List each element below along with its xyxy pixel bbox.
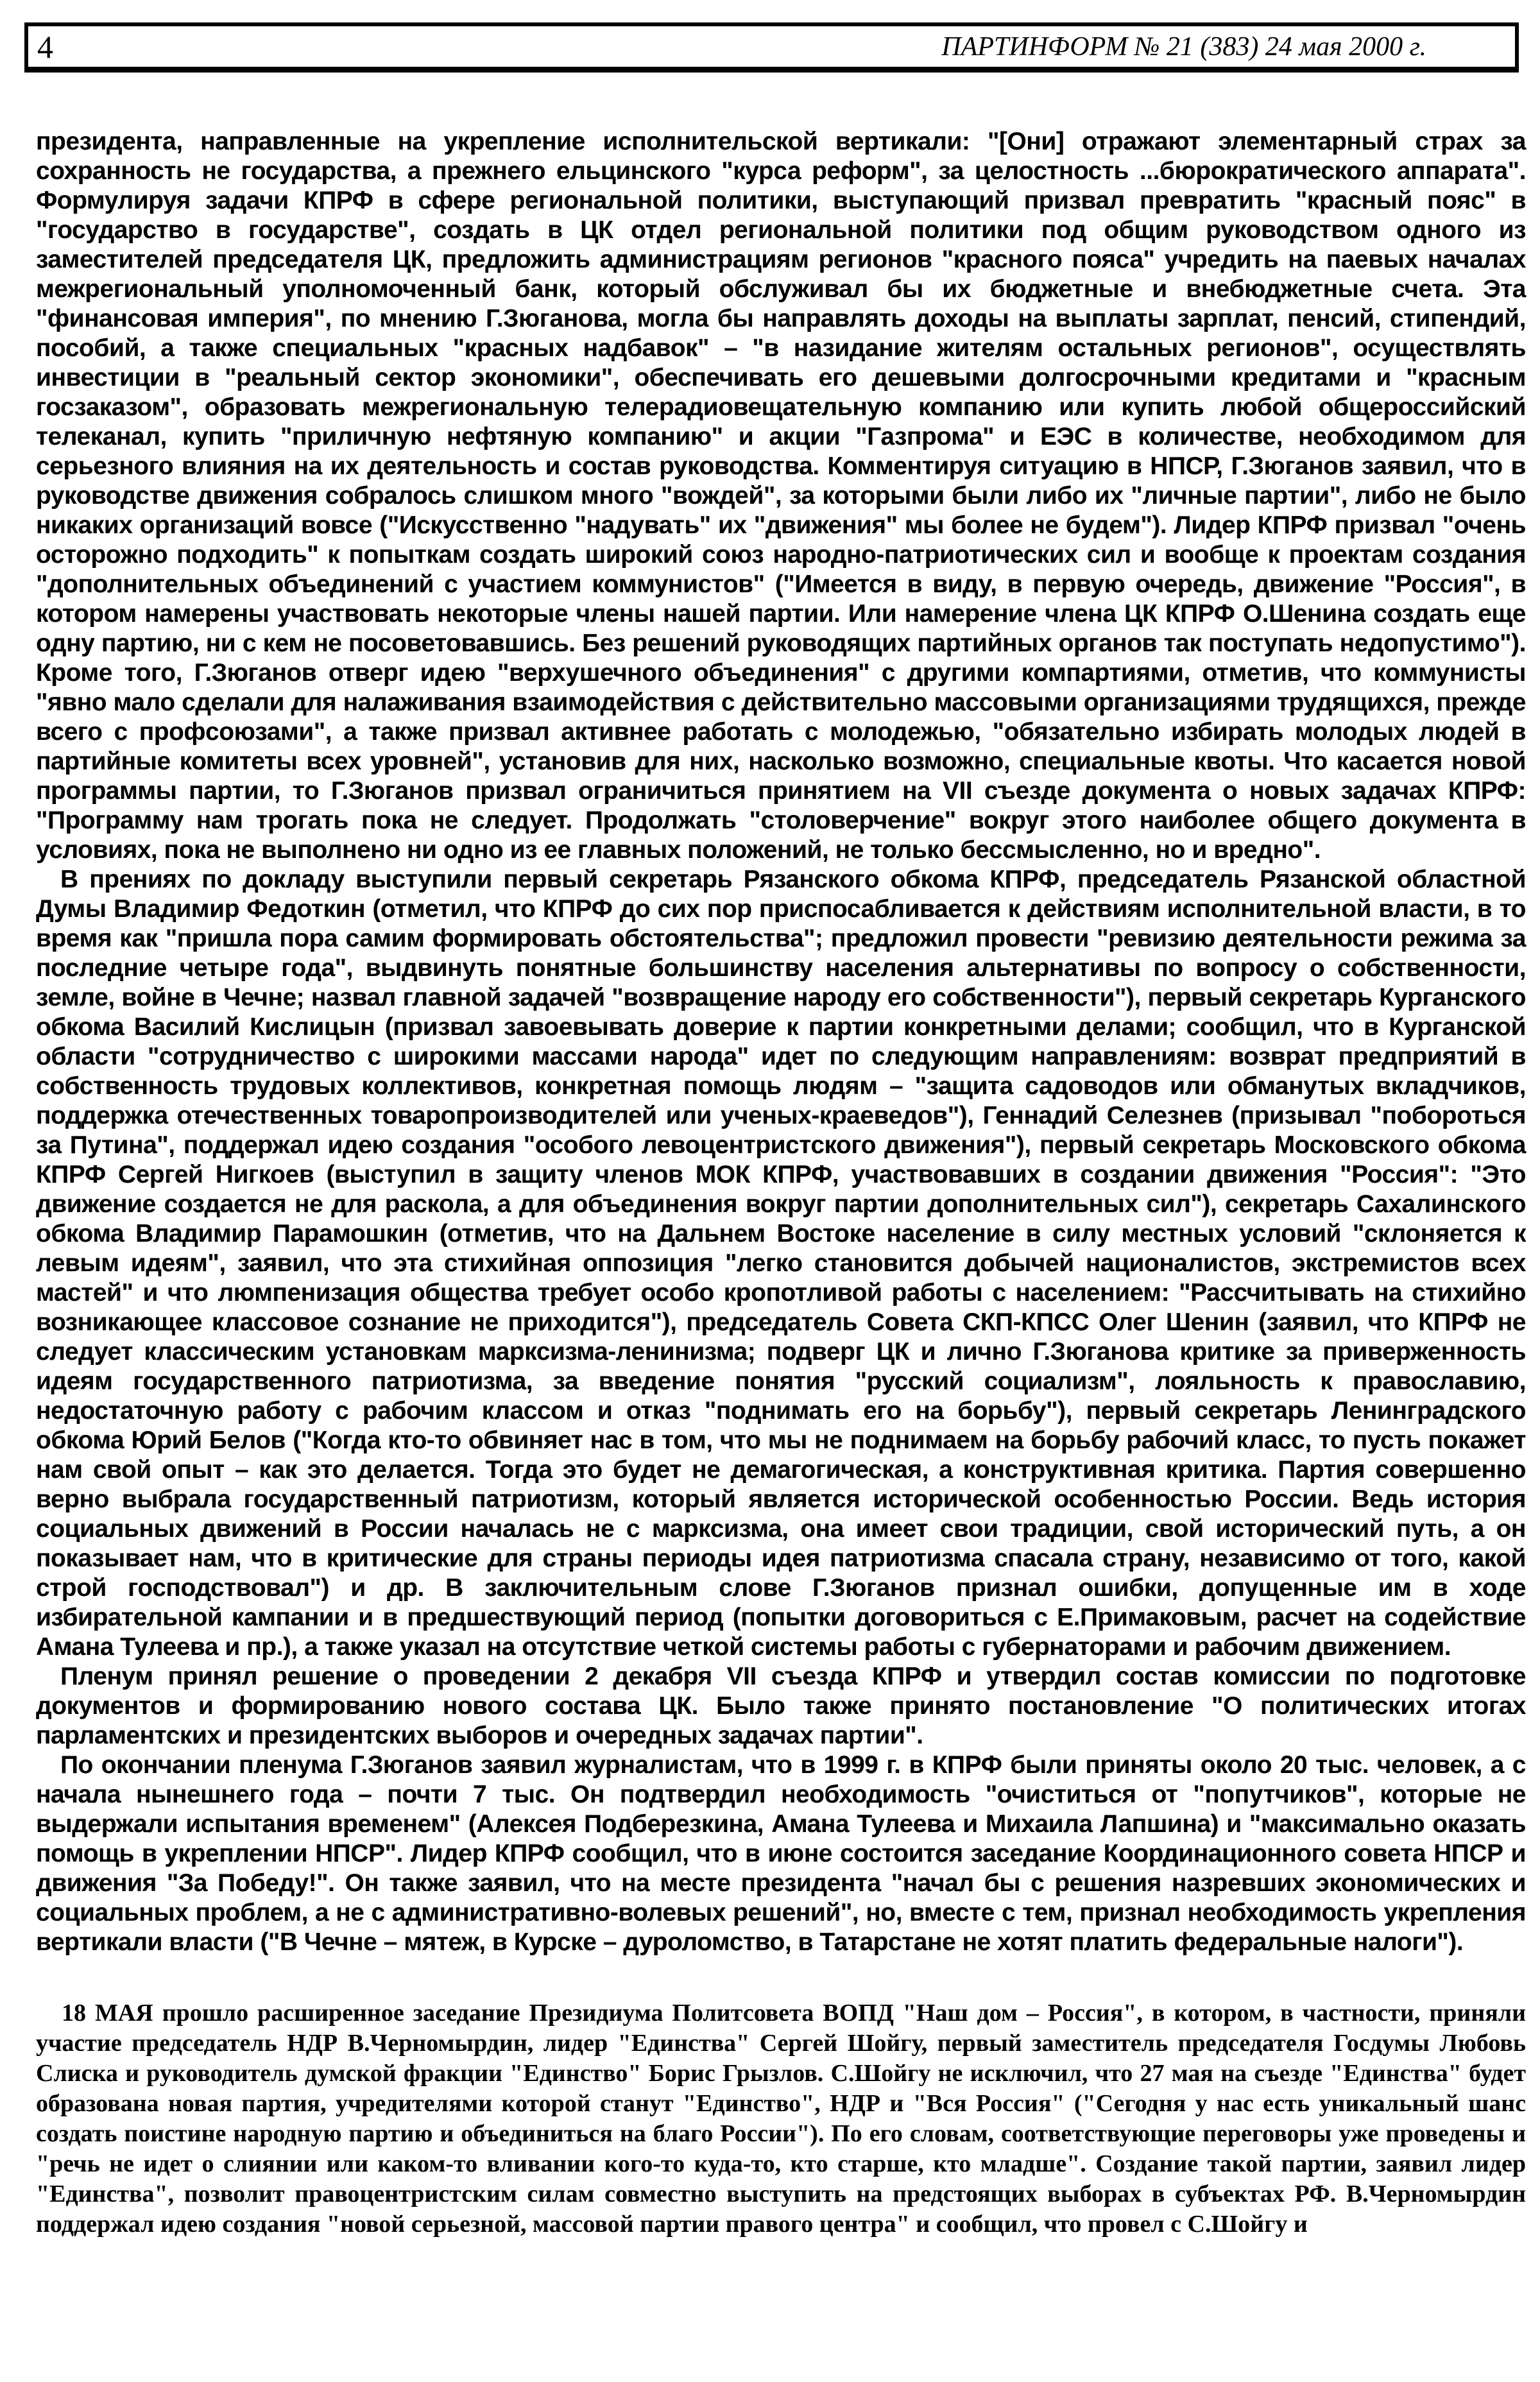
ndr-meeting-section (36, 1998, 1526, 2240)
page-header (24, 22, 1519, 73)
page-number: 4 (37, 28, 53, 65)
article-body (36, 127, 1526, 1957)
paragraph-plenum-decision: Пленум принял решение о проведении 2 декабря VII съезда КПРФ и утвердил состав комиссии по подготовке документов и формированию нового состава ЦК. Было также принято постановление "О политических итогах парламентских и президентских выборов и очередных задачах партии". (36, 1663, 1526, 1749)
paragraph-debate-speakers: В прениях по докладу выступили первый секретарь Рязанского обкома КПРФ, председатель Рязанской областной Думы Владимир Федоткин (отметил, что КПРФ до сих пор приспосабливается к действиям исполнительной власти, в то время как "пришла пора самим формировать обстоятельства"; предложил провести "ревизию деятельности режима за последние четыре года", выдвинуть понятные большинству населения альтернативы по вопросу о собственности, земле, войне в Чечне; назвал главной задачей "возвращение народу его собственности"), первый секретарь Курганского обкома Василий Кислицын (призвал завоевывать доверие к партии конкретными делами; сообщил, что в Курганской области "сотрудничество с широкими массами народа" идет по следующим направлениям: возврат предприятий в собственность трудовых коллективов, конкретная помощь людям – "защита садоводов или обманутых вкладчиков, поддержка отечественных товаропроизводителей или ученых-краеведов"), Геннадий Селезнев (призывал "побороться за Путина", поддержал идею создания "особого левоцентристского движения"), первый секретарь Московского обкома КПРФ Сергей Нигкоев (выступил в защиту членов МОК КПРФ, участвовавших в создании движения "Россия": "Это движение создается не для раскола, а для объединения вокруг партии дополнительных сил"), секретарь Сахалинского обкома Владимир Парамошкин (отметив, что на Дальнем Востоке население в силу местных условий "склоняется к левым идеям", заявил, что эта стихийная оппозиция "легко становится добычей националистов, экстремистов всех мастей" и что люмпенизация общества требует особо кропотливой работы с населением: "Рассчитывать на стихийно возникающее классовое сознание не приходится"), председатель Совета СКП-КПСС Олег Шенин (заявил, что КПРФ не следует классическим установкам марксизма-ленинизма; подверг ЦК и лично Г.Зюганова критике за приверженность идеям государственного патриотизма, за введение понятия "русский социализм", лояльность к православию, недостаточную работу с рабочим классом и отказ "поднимать его на борьбу"), первый секретарь Ленинградского обкома Юрий Белов ("Когда кто-то обвиняет нас в том, что мы не поднимаем на борьбу рабочий класс, то пусть покажет нам свой опыт – как это делается. Тогда это будет не демагогическая, а конструктивная критика. Партия совершенно верно выбрала государственный патриотизм, который является исторической особенностью России. Ведь история социальных движений в России началась не с марксизма, она имеет свои традиции, свой исторический путь, а он показывает нам, что в критические для страны периоды идея патриотизма спасала страну, независимо от того, какой строй господствовал") и др. В заключительным слове Г.Зюганов признал ошибки, допущенные им в ходе избирательной кампании и в предшествующий период (попытки договориться с Е.Примаковым, расчет на содействие Амана Тулеева и пр.), а также указал на отсутствие четкой системы работы с губернаторами и рабочим движением. (36, 866, 1526, 1661)
paragraph-press-statement: По окончании пленума Г.Зюганов заявил журналистам, что в 1999 г. в КПРФ были приняты около 20 тыс. человек, а с начала нынешнего года – почти 7 тыс. Он подтвердил необходимость "очиститься от "попутчиков", которые не выдержали испытания временем" (Алексея Подберезкина, Амана Тулеева и Михаила Лапшина) и "максимально оказать помощь в укреплении НПСР". Лидер КПРФ сообщил, что в июне состоится заседание Координационного совета НПСР и движения "За Победу!". Он также заявил, что на месте президента "начал бы с решения назревших экономических и социальных проблем, а не с административно-волевых решений", но, вместе с тем, признал необходимость укрепления вертикали власти ("В Чечне – мятеж, в Курске – дуроломство, в Татарстане не хотят платить федеральные налоги"). (36, 1751, 1526, 1956)
issue-title: ПАРТИНФОРМ № 21 (383) 24 мая 2000 г. (941, 31, 1426, 62)
paragraph-zyuganov-report: президента, направленные на укрепление исполнительской вертикали: "[Они] отражают элементарный страх за сохранность не государства, а прежнего ельцинского "курса реформ", за целостность ...бюрократического аппарата". Формулируя задачи КПРФ в сфере региональной политики, выступающий призвал превратить "красный пояс" в "государство в государстве", создать в ЦК отдел региональной политики под общим руководством одного из заместителей председателя ЦК, предложить администрациям регионов "красного пояса" учредить на паевых началах межрегиональный уполномоченный банк, который обслуживал бы их бюджетные и внебюджетные счета. Эта "финансовая империя", по мнению Г.Зюганова, могла бы направлять доходы на выплаты зарплат, пенсий, стипендий, пособий, а также специальных "красных надбавок" – "в назидание жителям остальных регионов", осуществлять инвестиции в "реальный сектор экономики", обеспечивать его дешевыми долгосрочными кредитами и "красным госзаказом", образовать межрегиональную телерадиовещательную компанию или купить любой общероссийский телеканал, купить "приличную нефтяную компанию" и акции "Газпрома" и ЕЭС в количестве, необходимом для серьезного влияния на их деятельность и состав руководства. Комментируя ситуацию в НПСР, Г.Зюганов заявил, что в руководстве движения собралось слишком много "вождей", за которыми были либо их "личные партии", либо не было никаких организаций вовсе ("Искусственно "надувать" их "движения" мы более не будем"). Лидер КПРФ призвал "очень осторожно подходить" к попыткам создать широкий союз народно-патриотических сил и вообще к проектам создания "дополнительных объединений с участием коммунистов" ("Имеется в виду, в первую очередь, движение "Россия", в котором намерены участвовать некоторые члены нашей партии. Или намерение члена ЦК КПРФ О.Шенина создать еще одну партию, ни с кем не посоветовавшись. Без решений руководящих партийных органов так поступать недопустимо"). Кроме того, Г.Зюганов отверг идею "верхушечного объединения" с другими компартиями, отметив, что коммунисты "явно мало сделали для налаживания взаимодействия с действительно массовыми организациями трудящихся, прежде всего с профсоюзами", а также призвал активнее работать с молодежью, "обязательно избирать молодых людей в партийные комитеты всех уровней", установив для них, насколько возможно, специальные квоты. Что касается новой программы партии, то Г.Зюганов призвал ограничиться принятием на VII съезде документа о новых задачах КПРФ: "Программу нам трогать пока не следует. Продолжать "столоверчение" вокруг этого наиболее общего документа в условиях, пока не выполнено ни одно из ее главных положений, не только бессмысленно, но и вредно". (36, 128, 1526, 864)
paragraph-ndr-meeting: 18 МАЯ прошло расширенное заседание Президиума Политсовета ВОПД "Наш дом – Россия", в котором, в частности, приняли участие председатель НДР В.Черномырдин, лидер "Единства" Сергей Шойгу, первый заместитель председателя Госдумы Любовь Слиска и руководитель думской фракции "Единство" Борис Грызлов. С.Шойгу не исключил, что 27 мая на съезде "Единства" будет образована новая партия, учредителями которой станут "Единство", НДР и "Вся Россия" ("Сегодня у нас есть уникальный шанс создать поистине народную партию и объединиться на благо России"). По его словам, соответствующие переговоры уже проведены и "речь не идет о слиянии или каком-то вливании кого-то куда-то, кто старше, кто младше". Создание такой партии, заявил лидер "Единства", позволит правоцентристским силам совместно выступить на предстоящих выборах в субъектах РФ. В.Черномырдин поддержал идею создания "новой серьезной, массовой партии правого центра" и сообщил, что провел с С.Шойгу и (36, 2000, 1526, 2238)
